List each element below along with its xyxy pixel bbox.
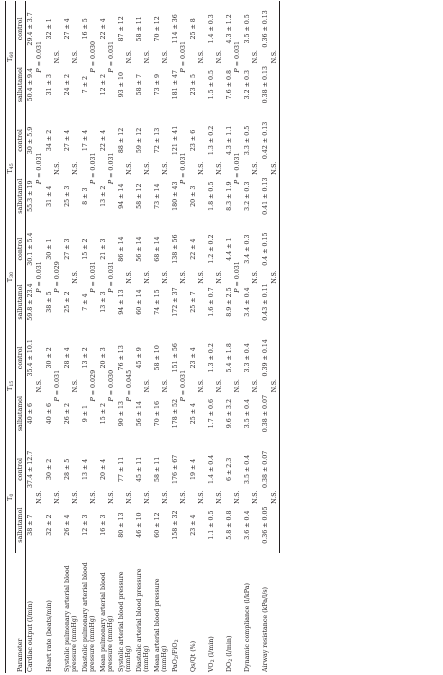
results-table [5,1,280,673]
p-value-cell: P = 0.031 [89,261,97,293]
value-cell: 15 ± 2 [81,238,89,260]
p-value-cell: N.S. [216,161,224,175]
p-value-cell: N.S. [271,113,280,225]
value-cell: 13 ± 2 [81,347,89,369]
table-body [26,1,280,673]
value-cell: 37.4 ± 12.7 [27,450,35,489]
value-cell: 16 ± 5 [81,18,89,40]
value-cell: 9.6 ± 3.2 [226,398,234,429]
value-cell: 3.2 ± 0.3 [244,70,252,100]
p-value-cell: N.S. [71,161,79,175]
value-cell: 28 ± 5 [63,458,71,481]
p-value-cell: P = 0.031 [234,41,242,73]
value-cell: 7 ± 2 [81,76,89,94]
p-value-cell: P = 0.031 [53,369,61,402]
value-cell: 151 ± 56 [171,343,179,373]
parameter-label: Heart rate (beats/min) [45,600,53,672]
value-cell: 30.1 ± 5.4 [27,232,35,266]
value-cell: 0.39 ± 0.14 [262,339,270,377]
table-row [99,1,108,673]
p-value-cell: P = 0.031 [180,152,188,185]
value-cell: 88 ± 12 [117,127,125,154]
value-cell: 0.36 ± 0.13 [262,10,270,48]
p-value-cell: N.S. [35,490,43,504]
p-value-cell: N.S. [71,50,79,64]
parameter-label: Systolic arterial blood pressure (mmHg) [117,571,133,672]
p-value-cell: P = 0.031 [180,41,188,73]
value-cell: 94 ± 14 [117,183,125,209]
p-value-cell: P = 0.031 [180,369,188,402]
value-cell: 0.38 ± 0.13 [262,66,270,104]
value-cell: 58 ± 7 [135,74,143,96]
value-cell: 3.2 ± 0.3 [244,181,252,211]
value-cell: 60 ± 14 [135,289,143,315]
value-cell: 0.42 ± 0.13 [262,121,270,160]
table-row [135,1,144,673]
p-value-cell: N.S. [107,490,115,504]
table-row [171,1,180,673]
p-value-cell: N.S. [144,161,152,175]
value-cell: 20 ± 4 [99,458,107,481]
value-cell: 87 ± 12 [117,16,125,42]
col-header-control: control [16,113,26,169]
p-value-cell: N.S. [252,379,260,393]
value-cell: 1.4 ± 0.4 [208,454,216,485]
col-header-salbutamol: salbutamol [16,57,26,113]
table-row [261,1,270,673]
p-value-cell: N.S. [271,1,280,113]
value-cell: 23 ± 4 [190,514,198,536]
p-value-cell: N.S. [234,490,242,504]
value-cell: 4.4 ± 1 [226,237,234,261]
value-cell: 26 ± 2 [63,402,71,425]
value-cell: 4.3 ± 1.1 [226,125,234,156]
p-value-cell: P = 0.031 [35,261,43,293]
p-value-cell: N.S. [216,379,224,393]
value-cell: 93 ± 10 [117,72,125,98]
p-value-cell: P = 0.031 [234,152,242,185]
p-value-cell: N.S. [126,270,134,284]
p-value-cell: N.S. [180,490,188,504]
parameter-label: Airway resistance (kPa/l/s) [262,586,270,672]
value-cell: 172 ± 37 [171,287,179,317]
value-cell: 0.4 ± 0.15 [262,232,270,266]
group-header-t0: $T_0$ [6,441,16,553]
value-cell: 58 ± 10 [153,345,161,371]
table-row [207,1,216,673]
col-header-salbutamol: salbutamol [16,386,26,442]
p-value-cell: N.S. [271,441,280,553]
p-value-cell: N.S. [198,50,206,64]
p-value-cell: N.S. [198,379,206,393]
value-cell: 25 ± 2 [63,291,71,313]
value-cell: 1.6 ± 0.7 [208,287,216,317]
parameter-label: $DO_2$ (l/min) [226,635,235,672]
p-value-cell: P = 0.029 [53,261,61,293]
value-cell: 56 ± 14 [135,400,143,427]
value-cell: 181 ± 47 [171,70,179,100]
p-value-cell: N.S. [144,270,152,284]
value-cell: 31 ± 3 [45,74,53,96]
value-cell: 121 ± 41 [171,125,179,156]
value-cell: 59.8 ± 23.4 [27,283,35,321]
table-row [153,1,162,673]
p-value-cell: N.S. [234,379,242,393]
p-value-cell: N.S. [198,161,206,175]
value-cell: 76 ± 13 [117,345,125,371]
p-value-cell: P = 0.030 [89,41,97,73]
value-cell: 50.4 ± 9.4 [27,68,35,102]
value-cell: 16 ± 3 [99,514,107,536]
value-cell: 20 ± 3 [99,347,107,369]
value-cell: 3.5 ± 0.4 [244,454,252,485]
value-cell: 25 ± 7 [190,291,198,313]
p-value-cell: N.S. [216,490,224,504]
parameter-label: Cardiac output (l/min) [27,601,35,672]
value-cell: 3.5 ± 0.5 [244,14,252,44]
p-value-cell: P = 0.029 [89,369,97,402]
value-cell: 1.3 ± 0.2 [208,125,216,156]
value-cell: 30 ± 5.9 [27,126,35,155]
value-cell: 23 ± 5 [190,74,198,96]
value-cell: 73 ± 9 [153,74,161,96]
value-cell: 1.3 ± 0.2 [208,343,216,373]
group-header-t15: $T_{15}$ [6,330,16,442]
p-value-cell: P = 0.031 [234,261,242,293]
value-cell: 70 ± 16 [153,400,161,427]
value-cell: 0.36 ± 0.05 [262,506,270,544]
parameter-label: Qs/Qt (%) [190,640,198,672]
value-cell: 70 ± 12 [153,16,161,42]
value-cell: 45 ± 9 [135,347,143,369]
value-cell: 8 ± 3 [81,187,89,205]
value-cell: 13 ± 4 [81,458,89,481]
value-cell: 31 ± 4 [45,185,53,207]
value-cell: 3.5 ± 0.4 [244,398,252,429]
value-cell: 56 ± 14 [135,236,143,262]
p-value-cell: N.S. [144,490,152,504]
value-cell: 40 ± 6 [45,402,53,425]
parameter-label: Mean arterial blood pressure (mmHg) [153,578,169,672]
value-cell: 86 ± 14 [117,236,125,262]
p-value-cell: N.S. [198,270,206,284]
value-cell: 30 ± 2 [45,347,53,369]
value-cell: 25 ± 3 [63,185,71,207]
value-cell: 77 ± 11 [117,456,125,483]
parameter-label: Diastolic arterial blood pressure (mmHg) [135,568,151,672]
value-cell: 23 ± 6 [190,129,198,152]
p-value-cell: P = 0.031 [107,152,115,185]
parameter-label: PaO$_2$/FiO$_2$ [171,639,181,672]
value-cell: 4.3 ± 1.2 [226,14,234,44]
value-cell: 28 ± 4 [63,347,71,369]
value-cell: 58 ± 11 [135,16,143,42]
value-cell: 3.4 ± 0.3 [244,234,252,264]
group-header-t45: $T_{45}$ [6,113,16,225]
group-header-t30: $T_{30}$ [6,224,16,330]
col-header-salbutamol: salbutamol [16,274,26,330]
p-value-cell: N.S. [126,490,134,504]
value-cell: 12 ± 2 [99,74,107,96]
value-cell: 25 ± 4 [190,402,198,425]
p-value-cell: N.S. [198,490,206,504]
p-value-cell: N.S. [271,224,280,330]
p-value-cell: N.S. [144,379,152,393]
table-row [243,1,252,673]
p-value-cell: N.S. [126,50,134,64]
value-cell: 176 ± 67 [171,454,179,485]
group-header-t60: $T_{60}$ [6,1,16,113]
value-cell: 40 ± 6 [27,402,35,425]
p-value-cell: P = 0.045 [126,369,134,402]
value-cell: 1.8 ± 0.5 [208,181,216,211]
parameter-label: Systolic pulmonary arterial blood pressure (mmHg) [63,565,78,672]
value-cell: 180 ± 43 [171,181,179,211]
p-value-cell: N.S. [162,161,170,175]
col-header-control: control [16,1,26,57]
table-row [225,1,234,673]
value-cell: 22 ± 4 [99,18,107,40]
p-value-cell: N.S. [216,270,224,284]
parameter-label: Diastolic pulmonary arterial blood pressure (mmHg) [81,562,96,672]
p-value-cell: N.S. [180,270,188,284]
value-cell: 58 ± 11 [153,456,161,483]
value-cell: 30 ± 1 [45,238,53,260]
value-cell: 178 ± 52 [171,398,179,429]
p-value-cell: N.S. [53,161,61,175]
value-cell: 32 ± 2 [45,514,53,536]
value-cell: 55.3 ± 19 [27,180,35,212]
parameter-label: Dynamic compliance (l/kPa) [244,583,252,672]
value-cell: 59 ± 12 [135,127,143,154]
value-cell: 13 ± 2 [99,185,107,207]
value-cell: 114 ± 36 [171,14,179,44]
value-cell: 3.6 ± 0.4 [244,510,252,540]
value-cell: 8.3 ± 1.9 [226,181,234,211]
value-cell: 138 ± 56 [171,234,179,264]
value-cell: 58 ± 12 [135,183,143,209]
p-value-cell: P = 0.031 [35,41,43,73]
table-row [81,1,90,673]
col-header-control: control [16,330,26,386]
value-cell: 74 ± 15 [153,289,161,315]
value-cell: 5.4 ± 1.8 [226,343,234,373]
p-value-cell: N.S. [53,50,61,64]
parameter-label: Mean pulmonary arterial blood pressure (mmHg) [99,572,114,672]
p-value-cell: P = 0.031 [89,152,97,185]
value-cell: 3.4 ± 0.4 [244,287,252,317]
p-value-cell: N.S. [252,50,260,64]
value-cell: 0.43 ± 0.11 [262,283,270,321]
value-cell: 32 ± 1 [45,18,53,40]
p-value-cell: N.S. [252,270,260,284]
p-value-cell: P = 0.030 [107,369,115,402]
table-row [189,1,198,673]
value-cell: 0.38 ± 0.07 [262,450,270,489]
p-value-cell: N.S. [162,50,170,64]
p-value-cell: N.S. [252,490,260,504]
value-cell: 38 ± 5 [45,291,53,313]
value-cell: 9 ± 1 [81,404,89,423]
value-cell: 90 ± 13 [117,400,125,427]
value-cell: 20 ± 3 [190,185,198,207]
value-cell: 27 ± 4 [63,129,71,152]
value-cell: 8.9 ± 2.5 [226,287,234,317]
p-value-cell: P = 0.031 [35,152,43,185]
p-value-cell: N.S. [71,379,79,393]
value-cell: 45 ± 11 [135,456,143,483]
parameter-header: Parameter [16,553,26,673]
p-value-cell: N.S. [162,270,170,284]
value-cell: 72 ± 13 [153,127,161,154]
table-row [45,1,54,673]
p-value-cell: N.S. [53,490,61,504]
p-value-cell: N.S. [162,490,170,504]
value-cell: 5.8 ± 0.8 [226,510,234,540]
value-cell: 3.3 ± 0.5 [244,125,252,156]
p-value-cell: N.S. [89,490,97,504]
value-cell: 21 ± 3 [99,238,107,260]
p-value-cell: N.S. [35,379,43,393]
value-cell: 26 ± 4 [63,514,71,536]
value-cell: 0.38 ± 0.07 [262,394,270,433]
value-cell: 7 ± 4 [81,293,89,311]
p-value-cell: N.S. [216,50,224,64]
p-value-cell: N.S. [71,490,79,504]
value-cell: 34 ± 2 [45,129,53,152]
table-row [117,1,126,673]
p-value-cell: N.S. [162,379,170,393]
table-header-sub-row [16,1,26,673]
value-cell: 1.7 ± 0.6 [208,398,216,429]
value-cell: 94 ± 13 [117,289,125,315]
value-cell: 30 ± 2 [45,458,53,481]
col-header-salbutamol: salbutamol [16,497,26,553]
value-cell: 60 ± 12 [153,512,161,538]
value-cell: 3.3 ± 0.4 [244,343,252,373]
parameter-header-blank [6,553,16,673]
col-header-control: control [16,441,26,497]
value-cell: 13 ± 3 [99,291,107,313]
table-header-group-row [6,1,16,673]
value-cell: 27 ± 3 [63,238,71,260]
value-cell: 24 ± 2 [63,74,71,96]
value-cell: 158 ± 32 [171,510,179,540]
table-row [26,1,36,673]
value-cell: 23 ± 4 [190,347,198,369]
value-cell: 38 ± 7 [27,514,35,536]
p-value-cell: N.S. [271,330,280,442]
value-cell: 1.1 ± 0.5 [208,510,216,540]
value-cell: 27 ± 4 [63,18,71,40]
col-header-salbutamol: salbutamol [16,168,26,224]
value-cell: 1.5 ± 0.5 [208,70,216,100]
value-cell: 6 ± 2.3 [226,457,234,482]
value-cell: 12 ± 3 [81,514,89,536]
p-value-cell: N.S. [71,270,79,284]
p-value-cell: N.S. [126,161,134,175]
col-header-control: control [16,224,26,274]
value-cell: 46 ± 10 [135,512,143,538]
value-cell: 17 ± 4 [81,129,89,152]
value-cell: 19 ± 4 [190,458,198,481]
p-value-cell: P = 0.031 [107,261,115,293]
value-cell: 80 ± 13 [117,512,125,538]
p-value-cell: N.S. [252,161,260,175]
p-value-cell: P = 0.031 [107,41,115,73]
table-row [63,1,72,673]
p-value-cell: N.S. [144,50,152,64]
value-cell: 22 ± 4 [99,129,107,152]
value-cell: 22 ± 4 [190,238,198,260]
value-cell: 0.41 ± 0.13 [262,177,270,215]
value-cell: 29.4 ± 3.7 [27,12,35,46]
value-cell: 1.2 ± 0.2 [208,234,216,264]
value-cell: 7.6 ± 0.8 [226,70,234,100]
value-cell: 15 ± 2 [99,402,107,425]
value-cell: 25 ± 8 [190,18,198,40]
parameter-label: $VO_2$ (l/min) [208,636,217,672]
value-cell: 35.4 ± 10.1 [27,339,35,377]
value-cell: 1.4 ± 0.3 [208,14,216,44]
value-cell: 68 ± 14 [153,236,161,262]
value-cell: 73 ± 14 [153,183,161,209]
